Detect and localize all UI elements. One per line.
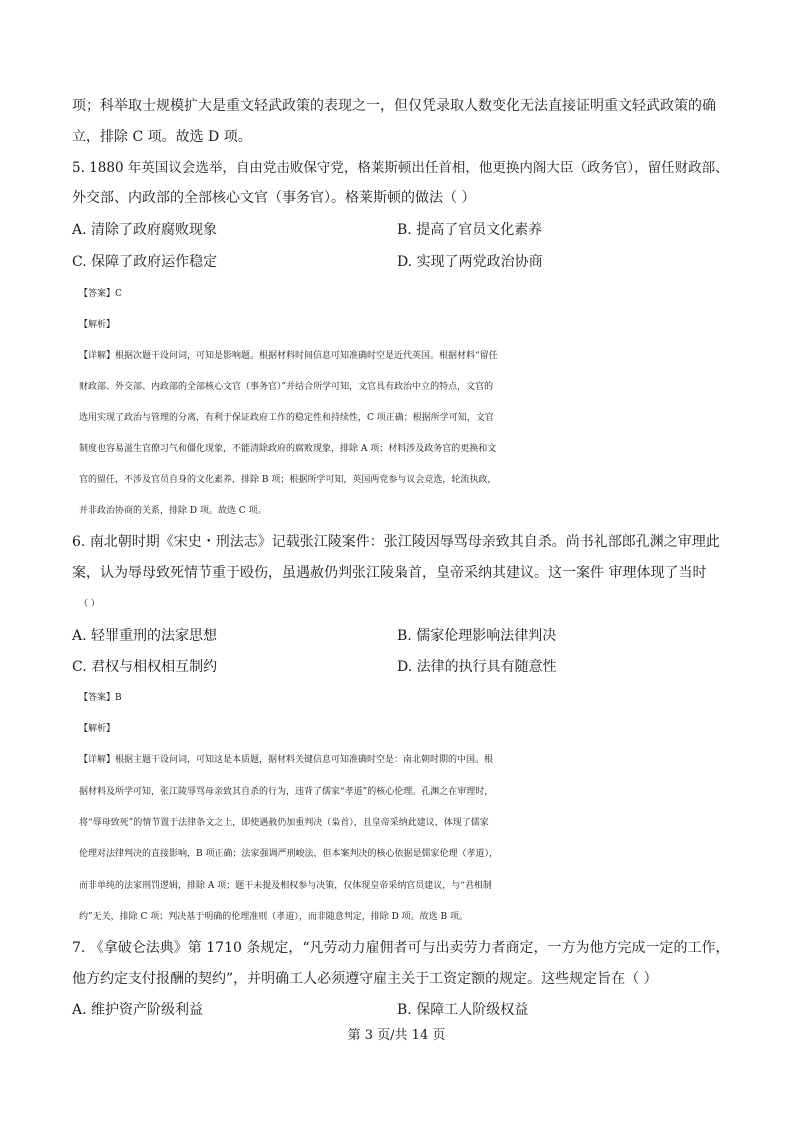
q6-stem-line-1: 6. 南北朝时期《宋史・刑法志》记载张江陵案件：张江陵因辱骂母亲致其自杀。尚书礼部郎孔渊之审理此 xyxy=(72,534,720,550)
q5-detail-line-3: 选用实现了政治与管理的分离，有利于保证政府工作的稳定性和持续性，C 项正确；根据所学可知，文官 xyxy=(79,413,494,423)
q6-detail-line-4: 伦理对法律判决的直接影响，B 项正确；法家强调严刑峻法，但本案判决的核心依据是儒家伦理（孝道）， xyxy=(79,849,498,859)
q5-detail-line-6: 并非政治协商的关系，排除 D 项。故选 C 项。 xyxy=(79,506,267,516)
q6-option-c: C. 君权与相权相互制约 xyxy=(72,659,218,675)
q6-answer: 【答案】B xyxy=(79,693,122,703)
q6-detail-line-5: 而非单纯的法家刑罚逻辑，排除 A 项；题干未提及相权参与决策，仅体现皇帝采纳官员建议，与“君相制 xyxy=(79,881,492,891)
q6-option-a: A. 轻罪重刑的法家思想 xyxy=(72,628,218,644)
q6-detail-line-2: 据材料及所学可知，张江陵辱骂母亲致其自杀的行为，违背了儒家“孝道”的核心伦理。孔渊之在审理时， xyxy=(79,787,494,797)
q6-detail-line-6: 约”无关，排除 C 项；判决基于明确的伦理准则（孝道），而非随意判定，排除 D 项。故选 B 项。 xyxy=(79,912,468,922)
q7-stem-line-2: 他方约定支付报酬的契约”，并明确工人必须遵守雇主关于工资定额的规定。这些规定旨在（ ） xyxy=(72,971,658,987)
q5-detail-line-2: 财政部、外交部、内政部的全部核心文官（事务官）”并结合所学可知，文官具有政治中立的特点，文官的 xyxy=(79,382,494,392)
q5-stem-line-1: 5. 1880 年英国议会选举，自由党击败保守党，格莱斯顿出任首相，他更换内阁大臣（政务官），留任财政部、 xyxy=(72,160,729,176)
q7-option-b: B. 保障工人阶级权益 xyxy=(397,1002,529,1018)
q6-analysis-label: 【解析】 xyxy=(79,724,116,734)
q5-option-c: C. 保障了政府运作稳定 xyxy=(72,254,218,270)
q6-detail-line-1: 【详解】根据主题干设问词，可知这是本质题，据材料关键信息可知准确时空是：南北朝时期的中国。根 xyxy=(79,755,494,765)
intro-line-1: 项；科举取士规模扩大是重文轻武政策的表现之一，但仅凭录取人数变化无法直接证明重文轻武政策的确 xyxy=(72,98,716,114)
q5-analysis-label: 【解析】 xyxy=(79,320,116,330)
q6-detail-line-3: 将“辱母致死”的情节置于法律条文之上，即使遇赦仍加重判决（枭首），且皇帝采纳此建议，体现了儒家 xyxy=(79,818,489,828)
q6-option-d: D. 法律的执行具有随意性 xyxy=(397,659,557,675)
q6-stem-line-3: （ ） xyxy=(79,599,100,609)
q5-option-d: D. 实现了两党政治协商 xyxy=(397,254,543,270)
q7-stem-line-1: 7. 《拿破仑法典》第 1710 条规定，“凡劳动力雇佣者可与出卖劳力者商定，一方为他方完成一定的工作， xyxy=(72,940,730,956)
q5-detail-line-1: 【详解】根据次题干设问词，可知是影响题。根据材料时间信息可知准确时空是近代英国。根据材料“留任 xyxy=(79,351,498,361)
q5-answer: 【答案】C xyxy=(79,289,122,299)
q7-option-a: A. 维护资产阶级利益 xyxy=(72,1002,204,1018)
q5-option-b: B. 提高了官员文化素养 xyxy=(397,222,543,238)
q5-option-a: A. 清除了政府腐败现象 xyxy=(72,222,218,238)
page-footer: 第 3 页/共 14 页 xyxy=(347,1028,446,1043)
intro-line-2: 立，排除 C 项。故选 D 项。 xyxy=(72,129,252,145)
q5-stem-line-2: 外交部、内政部的全部核心文官（事务官）。格莱斯顿的做法（ ） xyxy=(72,190,476,206)
q5-detail-line-4: 制度也容易滋生官僚习气和僵化现象，不能清除政府的腐败现象，排除 A 项；材料涉及政务官的更换和文 xyxy=(79,444,497,454)
q6-stem-line-2: 案，认为辱母致死情节重于殴伤，虽遇赦仍判张江陵枭首，皇帝采纳其建议。这一案件 审理体现了当时 xyxy=(72,565,707,581)
q5-detail-line-5: 官的留任，不涉及官员自身的文化素养，排除 B 项；根据所学可知，英国两党参与议会竞选，轮流执政， xyxy=(79,475,497,485)
q6-option-b: B. 儒家伦理影响法律判决 xyxy=(397,628,557,644)
